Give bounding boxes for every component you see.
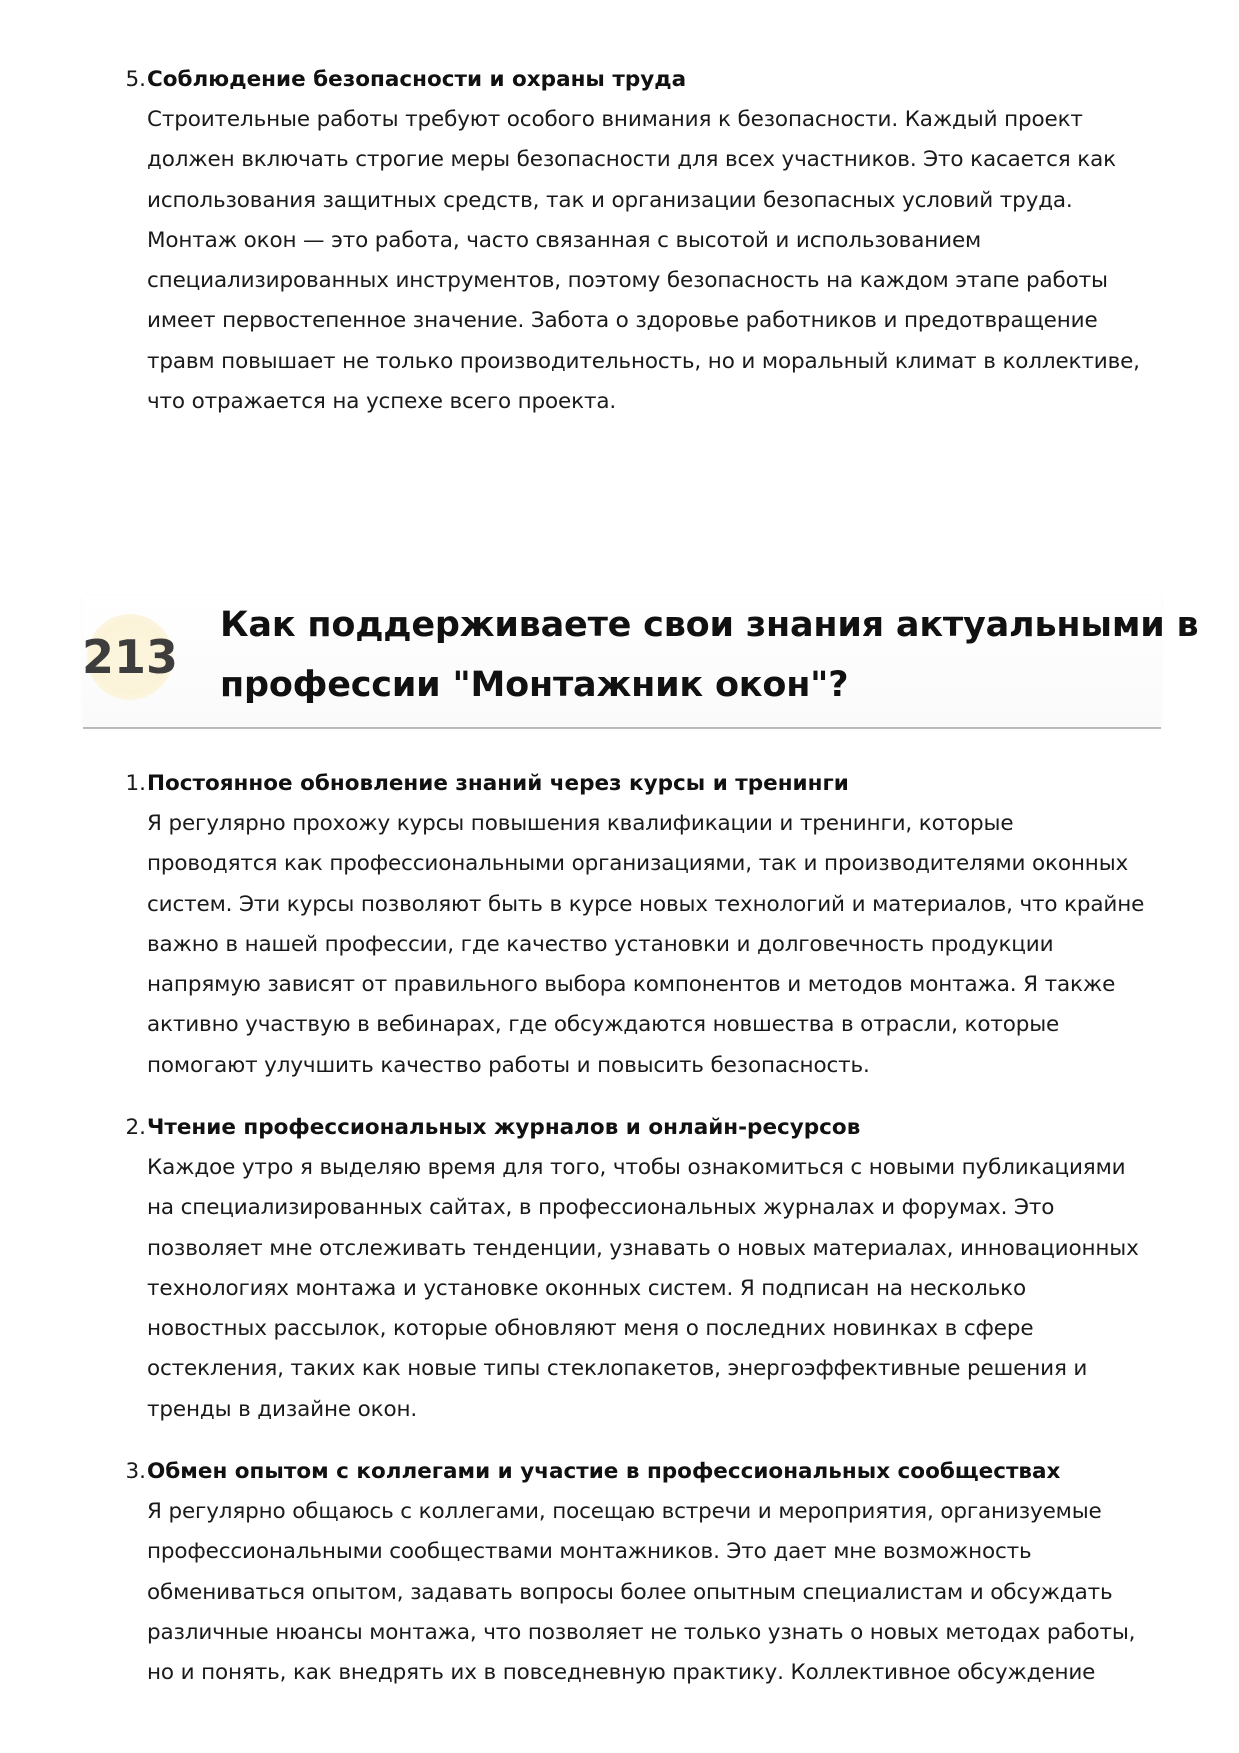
paragraph-line: профессиональными сообществами монтажников. Это дает мне возможность [147,1539,1032,1565]
question-header [81,595,1199,729]
list-item-header [116,764,1176,804]
list-item-body [147,100,1176,422]
paragraph-line: проводятся как профессиональными организациями, так и производителями оконных [147,851,1129,877]
paragraph-line: различные нюансы монтажа, что позволяет не только узнать о новых методах работы, [147,1619,1136,1645]
paragraph-line: должен включать строгие меры безопасности для всех участников. Это касается как [147,147,1116,173]
paragraph-line: что отражается на успехе всего проекта. [147,389,617,415]
paragraph-line: использования защитных средств, так и организации безопасных условий труда. [147,187,1073,213]
list-item-header [116,60,1176,100]
list-item-title: Соблюдение безопасности и охраны труда [147,67,687,92]
list-item-header [116,1452,1176,1492]
list-item-header [116,1108,1176,1148]
question-title-line: Как поддерживаете свои знания актуальными в [220,605,1199,645]
paragraph-line: имеет первостепенное значение. Забота о здоровье работников и предотвращение [147,308,1098,334]
paragraph-line: позволяет мне отслеживать тенденции, узнавать о новых материалах, инновационных [147,1235,1139,1261]
list-item-number: 1. [125,771,146,796]
list-item-number: 3. [125,1459,146,1484]
paragraph-line: Монтаж окон — это работа, часто связанная с высотой и использованием [147,227,982,253]
paragraph-line: обмениваться опытом, задавать вопросы более опытным специалистам и обсуждать [147,1579,1113,1605]
question-title [220,595,1199,715]
list-item-1 [116,764,1176,1086]
paragraph-line: систем. Эти курсы позволяют быть в курсе новых технологий и материалов, что крайне [147,891,1145,917]
paragraph-line: активно участвую в вебинарах, где обсуждаются новшества в отрасли, которые [147,1012,1060,1038]
list-item-2 [116,1108,1176,1430]
paragraph-line: на специализированных сайтах, в профессиональных журналах и форумах. Это [147,1195,1055,1221]
paragraph-line: важно в нашей профессии, где качество установки и долговечность продукции [147,931,1054,957]
paragraph-line: Каждое утро я выделяю время для того, чтобы ознакомиться с новыми публикациями [147,1155,1126,1180]
list-item-title: Постоянное обновление знаний через курсы и тренинги [147,771,849,796]
question-number: 213 [81,630,179,684]
paragraph-line: специализированных инструментов, поэтому безопасность на каждом этапе работы [147,268,1108,294]
paragraph-line: помогают улучшить качество работы и повысить безопасность. [147,1052,870,1078]
paragraph-line: новостных рассылок, которые обновляют меня о последних новинках в сфере [147,1316,1034,1342]
paragraph-line: тренды в дизайне окон. [147,1396,418,1422]
paragraph-line: Строительные работы требуют особого внимания к безопасности. Каждый проект [147,107,1083,132]
list-item-title: Обмен опытом с коллегами и участие в профессиональных сообществах [147,1459,1061,1484]
list-item-number: 5. [125,67,146,92]
paragraph-line: технологиях монтажа и установке оконных систем. Я подписан на несколько [147,1275,1027,1301]
list-item-5 [116,60,1176,422]
list-item-3 [116,1452,1176,1693]
question-title-line: профессии "Монтажник окон"? [220,665,849,705]
paragraph-line: напрямую зависят от правильного выбора компонентов и методов монтажа. Я также [147,972,1116,998]
list-item-number: 2. [125,1115,146,1140]
list-item-body [147,1148,1176,1430]
paragraph-line: но и понять, как внедрять их в повседневную практику. Коллективное обсуждение [147,1660,1096,1686]
paragraph-line: Я регулярно общаюсь с коллегами, посещаю встречи и мероприятия, организуемые [147,1499,1102,1524]
paragraph-line: Я регулярно прохожу курсы повышения квалификации и тренинги, которые [147,811,1014,836]
paragraph-line: травм повышает не только производительность, но и моральный климат в коллективе, [147,348,1140,374]
list-item-title: Чтение профессиональных журналов и онлайн-ресурсов [147,1115,861,1140]
paragraph-line: остекления, таких как новые типы стеклопакетов, энергоэффективные решения и [147,1356,1088,1382]
list-item-body [147,804,1176,1086]
list-item-body [147,1492,1176,1693]
